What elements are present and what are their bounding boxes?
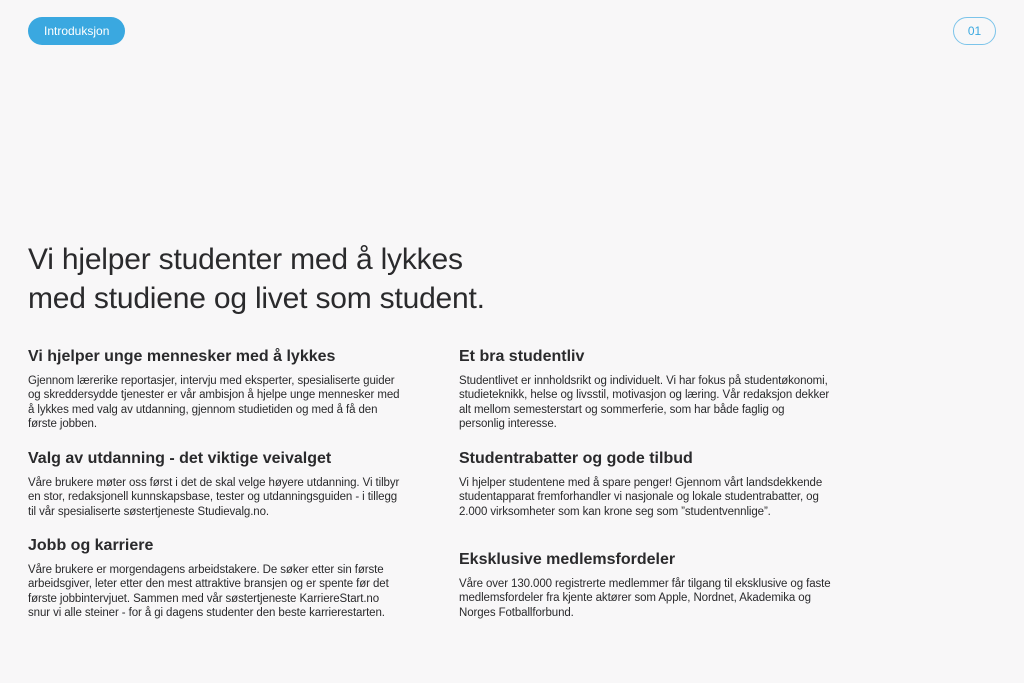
page-title xyxy=(28,240,628,318)
section-body: Studentlivet er innholdsrikt og individuelt. Vi har fokus på studentøkonomi, studieteknikk, helse og livsstil, motivasjon og læring. Vår redaksjon dekker alt mellom semesterstart og sommerferie, som har både faglig og personlig interesse. xyxy=(459,375,830,430)
page-number-badge: 01 xyxy=(953,17,996,45)
section-body: Våre brukere er morgendagens arbeidstakere. De søker etter sin første arbeidsgiver, leter etter den mest attraktive bransjen og er spente før det første jobbintervjuet. Sammen med vår søstertjeneste KarriereStart.no snur vi alle steiner - for å gi dagens studenter den beste karrierestarten. xyxy=(28,564,389,619)
section-help-young-people xyxy=(28,346,400,448)
right-column xyxy=(459,346,831,620)
section-title: Studentrabatter og gode tilbud xyxy=(459,450,693,467)
section-student-life xyxy=(459,346,831,448)
section-title: Et bra studentliv xyxy=(459,348,585,365)
page-title-line-1: Vi hjelper studenter med å lykkes xyxy=(28,243,463,276)
section-title: Valg av utdanning - det viktige veivalget xyxy=(28,450,332,467)
section-job-and-career xyxy=(28,535,400,620)
section-body: Vi hjelper studentene med å spare penger! Gjennom vårt landsdekkende studentapparat fremforhandler vi nasjonale og lokale studentrabatter, og 2.000 virksomheter som kan krone seg som ”studentvennlige”. xyxy=(459,477,823,518)
left-column xyxy=(28,346,400,620)
section-title: Vi hjelper unge mennesker med å lykkes xyxy=(28,348,336,365)
page-title-line-2: med studiene og livet som student. xyxy=(28,282,485,315)
section-body: Våre over 130.000 registrerte medlemmer får tilgang til eksklusive og faste medlemsfordeler fra kjente aktører som Apple, Nordnet, Akademika og Norges Fotballforbund. xyxy=(459,578,831,619)
section-body: Våre brukere møter oss først i det de skal velge høyere utdanning. Vi tilbyr en stor, redaksjonell kunnskapsbase, tester og utdanningsguiden - i tillegg til vår spesialiserte søstertjeneste Studievalg.no. xyxy=(28,477,400,518)
section-body: Gjennom lærerike reportasjer, intervju med eksperter, spesialiserte guider og skreddersydde tjenester er vår ambisjon å hjelpe unge mennesker med å lykkes med valg av utdanning, gjennom studietiden og med å få den første jobben. xyxy=(28,375,400,430)
section-title: Jobb og karriere xyxy=(28,537,154,554)
section-choice-of-education xyxy=(28,448,400,535)
section-member-benefits xyxy=(459,549,831,620)
section-student-discounts xyxy=(459,448,831,549)
section-title: Eksklusive medlemsfordeler xyxy=(459,551,676,568)
section-badge: Introduksjon xyxy=(28,17,125,45)
